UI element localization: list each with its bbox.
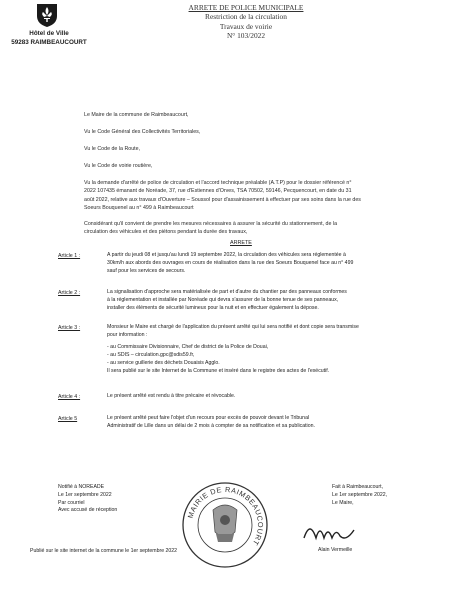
considerant-line: circulation des véhicules et des piétons pendant la durée des travaux, [84, 229, 248, 236]
preamble-maire: Le Maire de la commune de Raimbeaucourt, [84, 112, 189, 118]
document-number: N° 103/2022 [226, 31, 266, 41]
vu-demande-line: Soeurs Bouquenel au n° 499 à Raimbeaucourt [84, 205, 194, 212]
town-address [2, 30, 96, 47]
vu-demande-line: août 2022, relative aux travaux d'Ouverture – Soussol pour d'assainissement à effectuer par ses soins dans la rue des [84, 196, 361, 203]
preamble-considerant [84, 220, 414, 237]
article-line: Monsieur le Maire est chargé de l'application du présent arrêté qui lui sera notifié et dont copie sera transmise [107, 324, 359, 330]
article-line: Le présent arrêté peut faire l'objet d'un recours pour excès de pouvoir devant le Tribunal [107, 415, 310, 421]
notification-line: Par courriel [58, 499, 85, 506]
article-4-label: Article 4 : [58, 394, 81, 400]
article-line: A partir du jeudi 08 et jusqu'au lundi 19 septembre 2022, la circulation des véhicules sera réglementée à [107, 252, 346, 258]
article-line: installer des éléments de sécurité lumineux pour la nuit et en effectuer également la dépose. [107, 305, 319, 312]
article-4-text [107, 392, 407, 400]
article-5-label: Article 5 [58, 416, 78, 422]
document-subtitle-1: Restriction de la circulation [205, 12, 287, 22]
town-logo-icon [34, 2, 60, 28]
vu-demande-line: 2022 107435 émanant de Noréade, 37, rue d'Estiennes d'Orves, TSA 70502, 59146, Pecquencourt, en date du 31 [84, 188, 352, 195]
vu-demande-line: Vu la demande d'arrêté de police de circulation et l'accord technique préalable (A.T.P) pour le dossier référencé n° [84, 180, 352, 186]
list-item: - au service guillerie des déchets Douaisis Agglo. [107, 360, 220, 367]
notification-block [58, 484, 117, 515]
publication-note: Publié sur le site internet de la commune le 1er septembre 2022 [30, 548, 178, 554]
preamble-vu-code-route: Vu le Code de la Route, [84, 146, 141, 152]
document-header [166, 3, 326, 41]
town-name: 59283 RAIMBEAUCOURT [11, 38, 87, 46]
article-1-label: Article 1 : [58, 253, 81, 259]
signature-line: Le Maire, [332, 499, 354, 506]
article-line: à la réglementation et installée par Noréade qui devra s'assurer de la bonne tenue de ses panneaux, [107, 297, 339, 304]
signature-line: Fait à Raimbeaucourt, [332, 484, 384, 490]
recipient-list [107, 343, 407, 367]
article-2-text [107, 288, 407, 312]
article-3-text [107, 323, 407, 376]
article-line: sauf pour les services de secours. [107, 268, 186, 275]
handwritten-signature-icon [300, 516, 360, 546]
article-3-label: Article 3 : [58, 325, 81, 331]
notification-line: Notifié à NOREADE [58, 484, 105, 490]
considerant-line: Considérant qu'il convient de prendre les mesures nécessaires à assurer la sécurité du stationnement, de la [84, 221, 338, 227]
town-hall-seal-icon [180, 480, 270, 570]
signature-line: Le 1er septembre 2022, [332, 491, 388, 498]
article-5-text [107, 414, 407, 430]
list-item: - au Commissaire Divisionnaire, Chef de district de la Police de Douai, [107, 344, 269, 351]
article-line: La signalisation d'approche sera matérialisée de part et d'autre du chantier par des panneaux conformes [107, 289, 347, 295]
article-line: 30km/h aux abords des ouvrages en cours de réalisation dans la rue des Soeurs Bouquenel face au n° 499 [107, 260, 354, 267]
article-line: pour information : [107, 332, 148, 339]
article-line: Administratif de Lille dans un délai de 2 mois à compter de sa notification et sa publication. [107, 423, 315, 430]
preamble-vu-code-voirie: Vu le Code de voirie routière, [84, 163, 153, 169]
document-subtitle-2: Travaux de voirie [219, 21, 273, 31]
document-title: ARRETE DE POLICE MUNICIPALE [188, 3, 304, 12]
arrete-heading: ARRETE [230, 240, 252, 246]
notification-line: Avec accusé de réception [58, 507, 118, 514]
article-line: Le présent arrêté est rendu à titre précaire et révocable. [107, 393, 236, 399]
mayor-name: Alain Vermeille [318, 547, 353, 553]
preamble-vu-cgct: Vu le Code Général des Collectivités Territoriales, [84, 129, 201, 135]
svg-text:MAIRIE DE RAIMBEAUCOURT: MAIRIE DE RAIMBEAUCOURT [185, 484, 266, 548]
article-line: Il sera publié sur le site Internet de la Commune et inséré dans le registre des actes de l'exécutif. [107, 368, 330, 375]
preamble-vu-demande [84, 179, 414, 213]
town-hall-label: Hôtel de Ville [29, 30, 69, 37]
notification-line: Le 1er septembre 2022 [58, 491, 112, 498]
list-item: - au SDIS – circulation.gpc@sdis59.fr, [107, 352, 195, 359]
signature-block [332, 484, 387, 507]
article-1-text [107, 251, 407, 275]
article-2-label: Article 2 : [58, 290, 81, 296]
